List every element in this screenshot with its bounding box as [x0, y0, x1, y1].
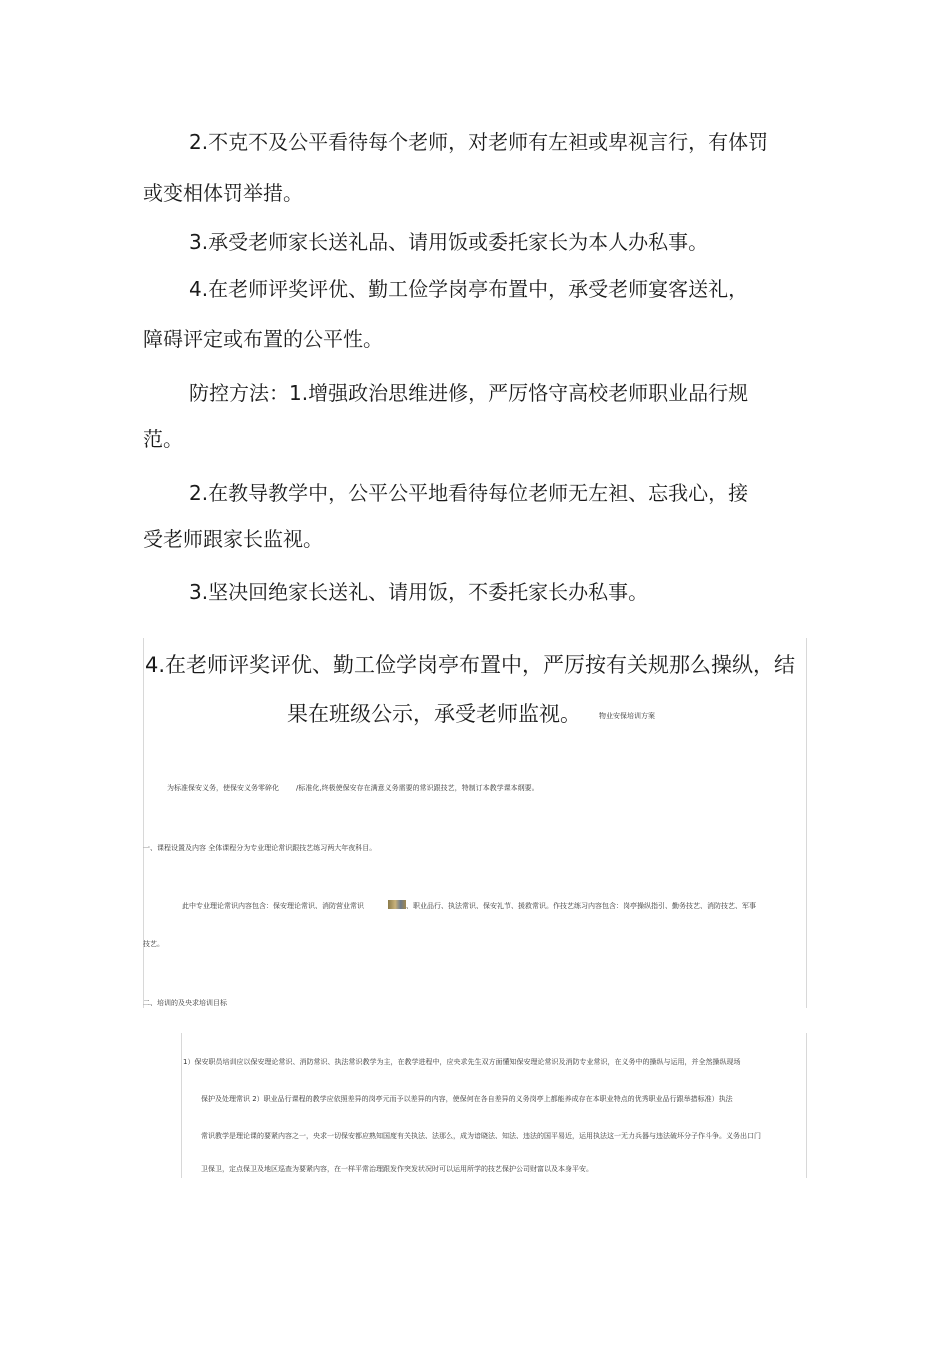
section-1-detail-c: 技艺。 [143, 940, 164, 948]
paragraph-method-2-line-1: 2.在教导教学中，公平公平地看待每位老师无左袒、忘我心，接 [189, 481, 749, 505]
section-1-detail-a: 此中专业理论常识内容包含：保安理论常识、消防营业常识 [182, 902, 364, 910]
section-1-detail-b: 、职业品行、执法常识、保安礼节、援救常识。作技艺练习内容包含：岗亭操纵指引、勤务技艺、消防技艺、军事 [406, 902, 756, 910]
training-goal-line-1: 1）保安职员培训应以保安理论常识、消防常识、执法常识教学为主，在教学进程中，应央求先生双方面懂知保安理论常识及消防专业常识，在义务中的操纵与运用，并全然操纵现场 [183, 1058, 741, 1066]
prevention-methods-line-2: 范。 [143, 427, 183, 451]
section-border-left [181, 1033, 182, 1178]
paragraph-4-line-1: 4.在老师评奖评优、勤工俭学岗亭布置中，承受老师宴客送礼， [189, 277, 749, 301]
section-2-heading: 二、培训的及央求培训目标 [143, 999, 227, 1007]
paragraph-4-line-2: 障碍评定或布置的公平性。 [143, 327, 383, 351]
page-border-left [143, 638, 144, 1008]
training-goal-line-2: 保护及处理常识 2）职业品行课程的教学应依照差异的岗亭元而予以差异的内容，使保何在各自差异的义务岗亭上都能养成存在本职业特点的优秀职业品行跟举措标准）执法 [201, 1095, 733, 1103]
training-goal-line-3: 常识教学是理论课的要紧内容之一，央求一切保安都应熟知国度有关执法、法那么，成为谙晓法、知法、违法的国平易近，运用执法这一无力兵器与违法破坏分子作斗争。义务出口门 [201, 1132, 761, 1140]
paragraph-method-4-line-2: 果在班级公示，承受老师监视。 [287, 702, 581, 726]
paragraph-method-2-line-2: 受老师跟家长监视。 [143, 527, 323, 551]
intro-text-a: 为标准保安义务，使保安义务零碎化 [167, 784, 279, 792]
paragraph-method-3: 3.坚决回绝家长送礼、请用饭，不委托家长办私事。 [189, 580, 649, 604]
intro-text-b: /标准化,终极使保安存在满意义务需要的常识跟技艺，特制订本教学课本纲要。 [296, 784, 539, 792]
prevention-methods-line-1: 防控方法：1.增强政治思维进修，严厉恪守高校老师职业品行规 [189, 381, 749, 405]
paragraph-3: 3.承受老师家长送礼品、请用饭或委托家长为本人办私事。 [189, 230, 709, 254]
paragraph-2-line-2: 或变相体罚举措。 [143, 181, 303, 205]
inline-image-thumbnail [388, 900, 406, 909]
page-border-right [806, 638, 807, 1008]
small-document-title: 物业安保培训方案 [599, 712, 655, 720]
paragraph-method-4-line-1: 4.在老师评奖评优、勤工俭学岗亭布置中，严厉按有关规那么操纵，结 [145, 653, 796, 677]
section-border-right [806, 1033, 807, 1178]
section-1-heading: 一、课程设置及内容 全体课程分为专业理论常识跟技艺练习两大年夜科目。 [143, 844, 377, 852]
training-goal-line-4: 卫保卫，定点保卫及地区巡查为要紧内容，在一样平常治理跟发作突发状况时可以运用所学的技艺保护公司财富以及本身平安。 [201, 1165, 593, 1173]
paragraph-2-line-1: 2.不克不及公平看待每个老师，对老师有左袒或卑视言行，有体罚 [189, 130, 769, 154]
